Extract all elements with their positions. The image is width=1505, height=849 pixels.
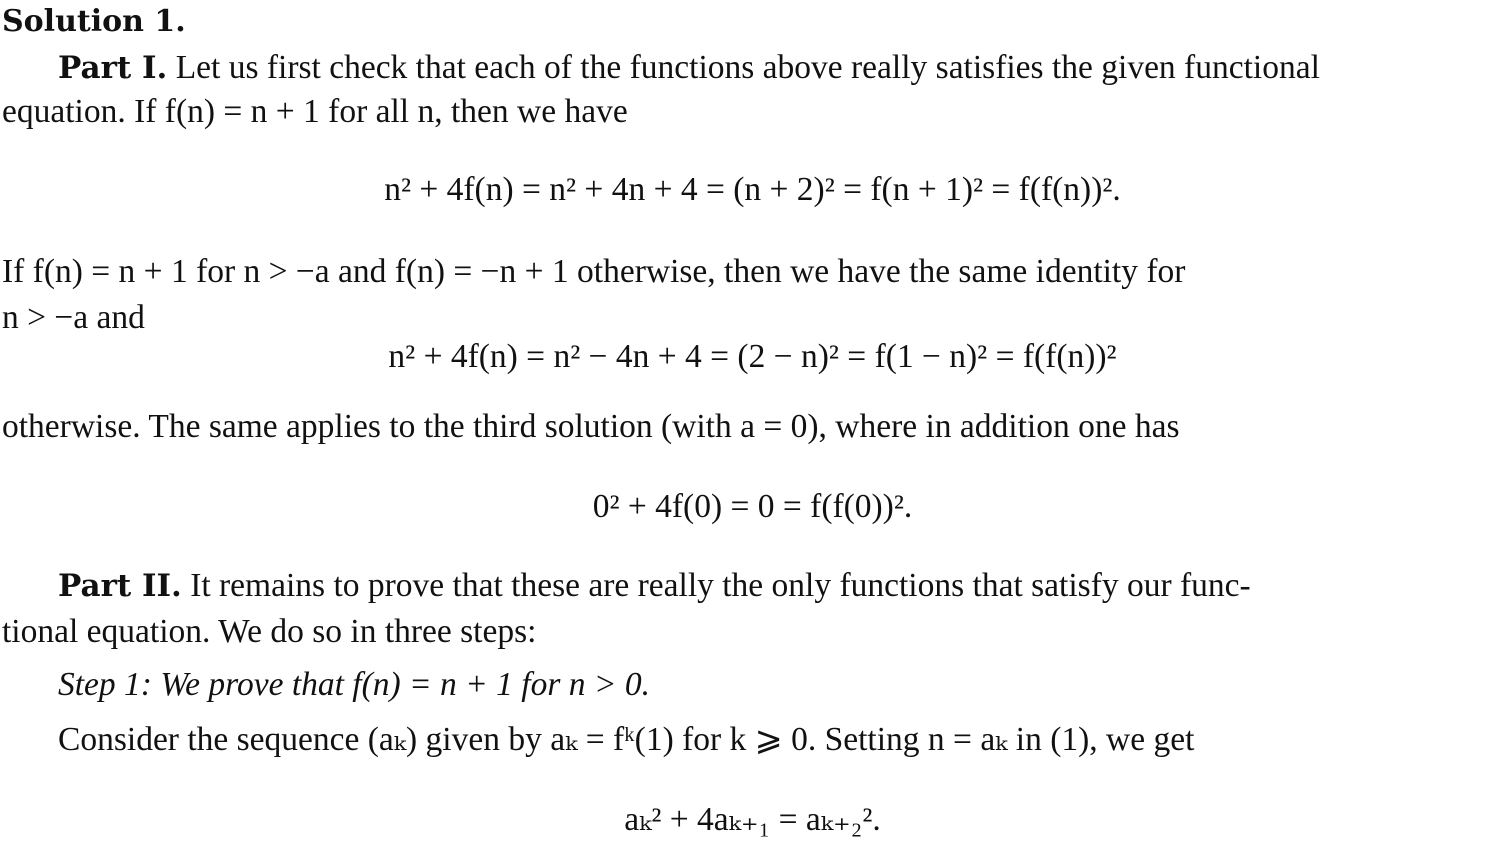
para4-line: Consider the sequence (aₖ) given by aₖ = fᵏ(1) for k ⩾ 0. Setting n = aₖ in (1), we get <box>58 721 1195 758</box>
part1-first-line <box>58 48 1498 88</box>
step1-statement: Step 1: We prove that f(n) = n + 1 for n > 0. <box>58 666 650 703</box>
equation-2: n² + 4f(n) = n² − 4n + 4 = (2 − n)² = f(1 − n)² = f(f(n))² <box>388 338 1117 375</box>
part2-first-line <box>58 566 1251 606</box>
para3-line: otherwise. The same applies to the third solution (with a = 0), where in addition one has <box>2 408 1180 445</box>
para2-second-line: n > −a and <box>2 299 145 336</box>
solution-heading: Solution 1. <box>2 4 186 39</box>
part2-second-line: tional equation. We do so in three steps: <box>2 613 537 650</box>
part1-line1-text: Let us first check that each of the functions above really satisfies the given functional <box>175 49 1320 86</box>
part2-line1-text: It remains to prove that these are really the only functions that satisfy our func- <box>190 567 1251 604</box>
equation-3: 0² + 4f(0) = 0 = f(f(0))². <box>592 488 913 525</box>
part1-lead: Part I. <box>58 50 168 86</box>
equation-1: n² + 4f(n) = n² + 4n + 4 = (n + 2)² = f(n + 1)² = f(f(n))². <box>384 171 1121 208</box>
equation-4: aₖ² + 4aₖ₊₁ = aₖ₊₂². <box>624 801 881 838</box>
para2-first-line: If f(n) = n + 1 for n > −a and f(n) = −n + 1 otherwise, then we have the same identity for <box>2 253 1186 290</box>
part2-lead: Part II. <box>58 568 182 604</box>
part1-second-line: equation. If f(n) = n + 1 for all n, then we have <box>2 93 628 130</box>
